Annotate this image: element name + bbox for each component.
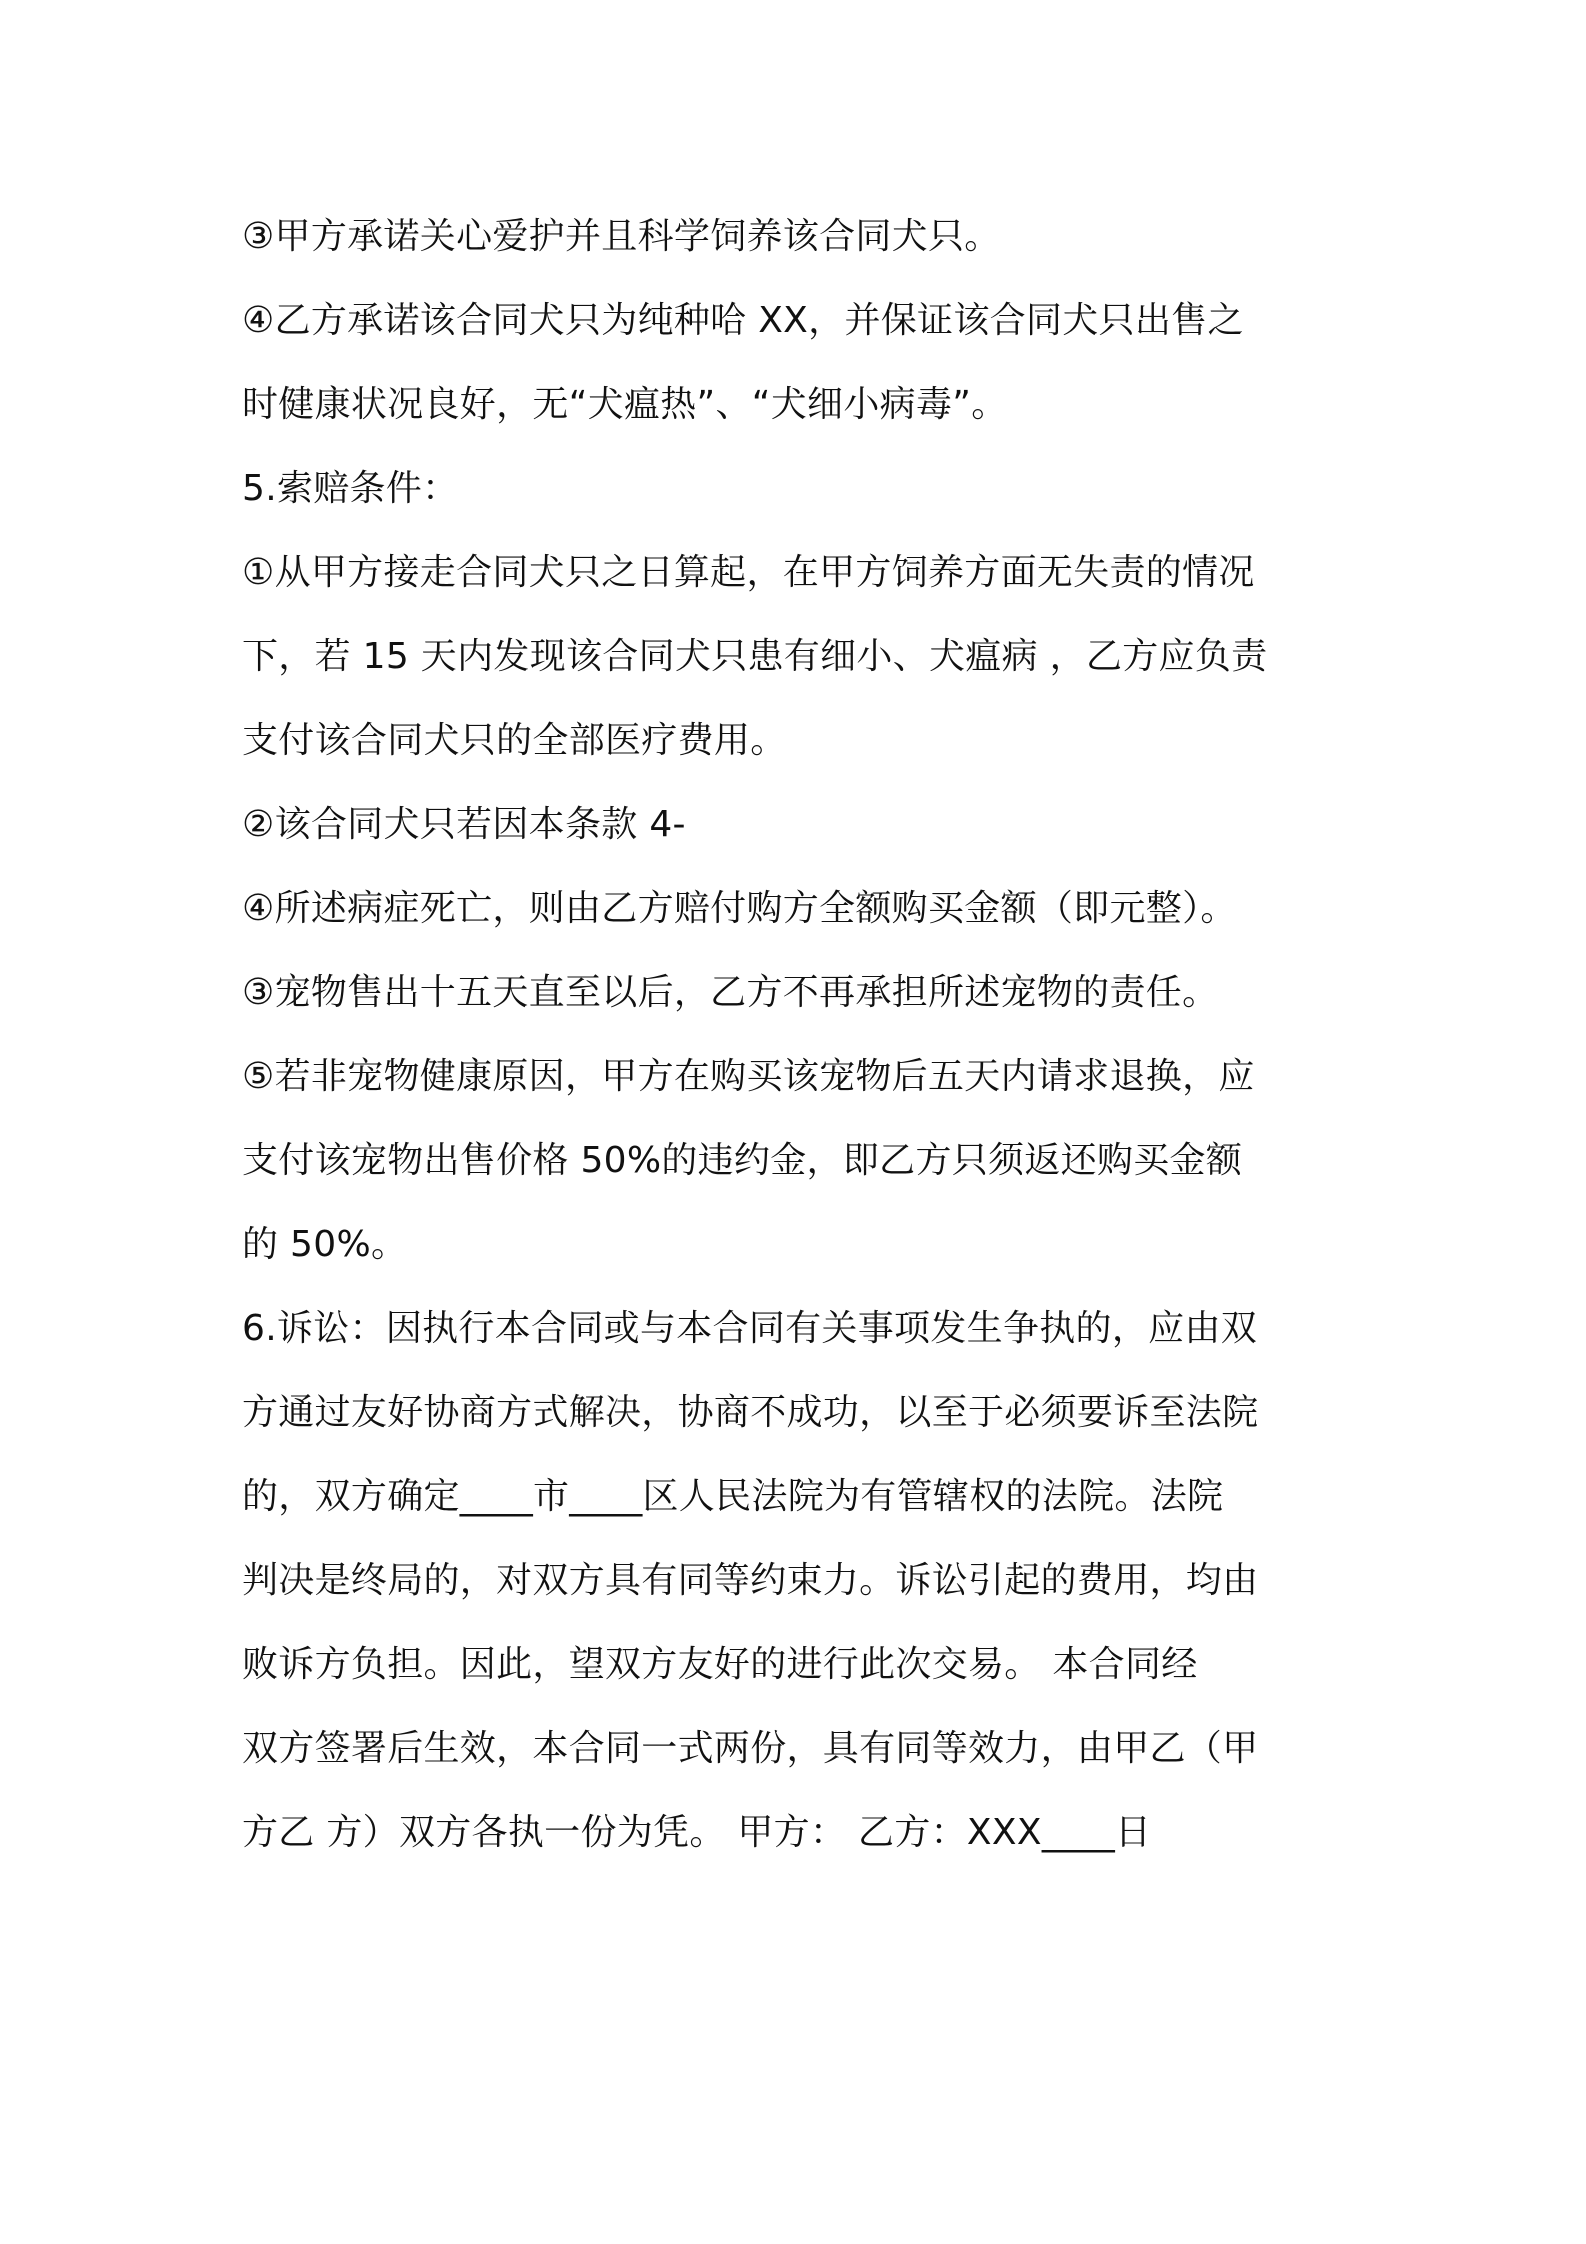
text-line: ④所述病症死亡，则由乙方赔付购方全额购买金额（即元整）。 xyxy=(242,888,1237,929)
text-line: 支付该合同犬只的全部医疗费用。 xyxy=(242,720,787,761)
text-line: ③甲方承诺关心爱护并且科学饲养该合同犬只。 xyxy=(242,216,1001,257)
text-line: 判决是终局的，对双方具有同等约束力。诉讼引起的费用，均由 xyxy=(242,1560,1259,1601)
text-line: 支付该宠物出售价格 50%的违约金，即乙方只须返还购买金额 xyxy=(242,1140,1243,1181)
text-line: 的 50%。 xyxy=(242,1224,408,1265)
section-heading: 5.索赔条件： xyxy=(242,468,459,509)
text-line: 的，双方确定____市____区人民法院为有管辖权的法院。法院 xyxy=(242,1476,1224,1517)
section-heading: 6.诉讼：因执行本合同或与本合同有关事项发生争执的，应由双 xyxy=(242,1308,1258,1349)
text-line: 双方签署后生效，本合同一式两份，具有同等效力，由甲乙（甲 xyxy=(242,1728,1259,1769)
text-line: 方通过友好协商方式解决，协商不成功，以至于必须要诉至法院 xyxy=(242,1392,1259,1433)
text-line: ③宠物售出十五天直至以后，乙方不再承担所述宠物的责任。 xyxy=(242,972,1219,1013)
text-line: ①从甲方接走合同犬只之日算起，在甲方饲养方面无失责的情况 xyxy=(242,552,1255,593)
text-line: ④乙方承诺该合同犬只为纯种哈 XX，并保证该合同犬只出售之 xyxy=(242,300,1244,341)
signature-line: 方乙 方）双方各执一份为凭。 甲方： 乙方：XXX____日 xyxy=(242,1812,1152,1853)
text-line: 败诉方负担。因此，望双方友好的进行此次交易。 本合同经 xyxy=(242,1644,1198,1685)
text-line: ②该合同犬只若因本条款 4- xyxy=(242,804,686,845)
text-line: 下，若 15 天内发现该合同犬只患有细小、犬瘟病 ，乙方应负责 xyxy=(242,636,1268,677)
text-line: 时健康状况良好，无“犬瘟热”、“犬细小病毒”。 xyxy=(242,384,1008,425)
contract-text xyxy=(242,195,1352,1875)
text-line: ⑤若非宠物健康原因，甲方在购买该宠物后五天内请求退换，应 xyxy=(242,1056,1255,1097)
